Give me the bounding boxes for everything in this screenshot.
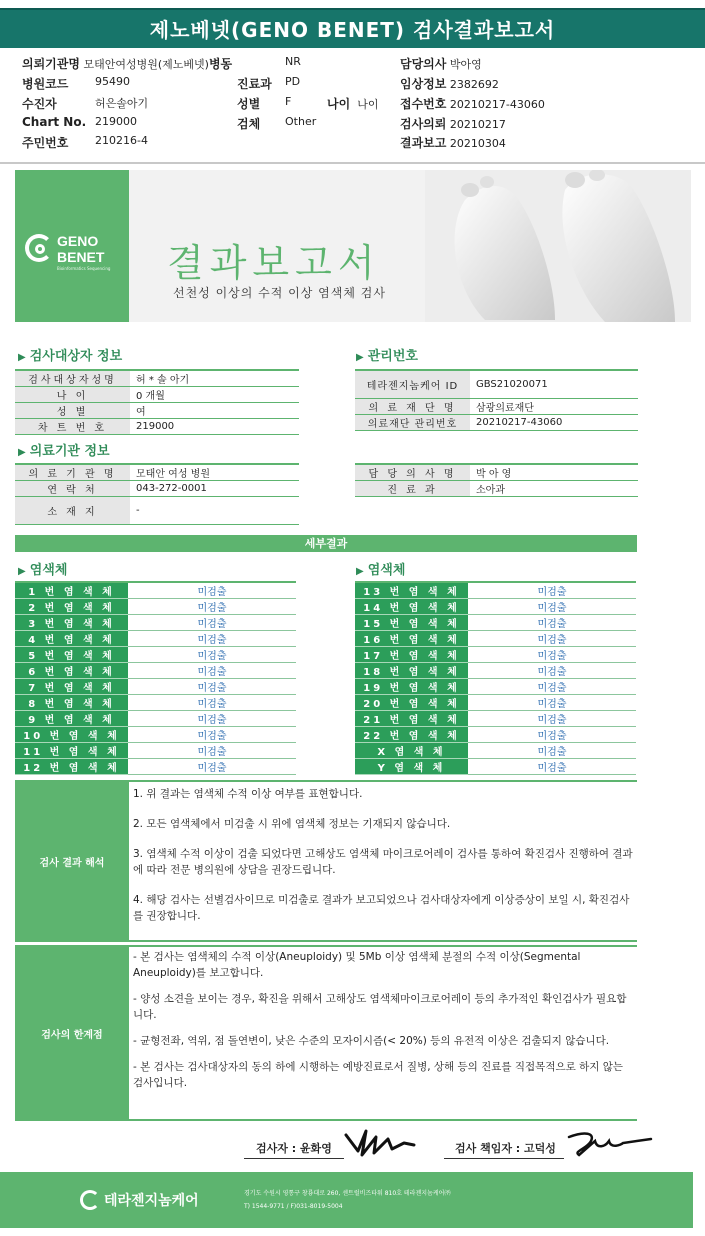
chromosome-row: [355, 615, 636, 631]
logo-text-1: GENO: [57, 233, 99, 249]
row-key: 검사대상자성명: [15, 370, 130, 387]
table-row: [15, 481, 299, 497]
row-value: 043-272-0001: [136, 483, 207, 494]
chromosome-label: 5 번 염 색 체: [15, 647, 128, 663]
chromosome-label: 13 번 염 색 체: [355, 582, 468, 599]
chromosome-row: [15, 711, 296, 727]
limits-item: - 양성 소견을 보이는 경우, 확진을 위해서 고해상도 염색체마이크로어레이 등의 추가적인 확인검사가 필요합니다.: [133, 993, 627, 1021]
medinst-table: [15, 463, 299, 525]
hero-title: 결과보고서: [167, 241, 381, 285]
examinee-value: 허은솔아기: [95, 97, 149, 110]
chromosome-row: [15, 679, 296, 695]
footer-address: [244, 1187, 450, 1213]
chromosome-result: 미검출: [128, 743, 296, 759]
tester-signature-label: 검사자 : 윤화영: [256, 1142, 332, 1155]
chromosome-row: [355, 727, 636, 743]
chromosome-label: 17 번 염 색 체: [355, 647, 468, 663]
chromosome-label: 21 번 염 색 체: [355, 711, 468, 727]
medinst-doctor-table: [355, 463, 638, 497]
row-key: 의료재단 관리번호: [355, 414, 470, 430]
limits-item: - 본 검사는 염색체의 수적 이상(Aneuploidy) 및 5Mb 이상 염색체 분절의 수적 이상(Segmental Aneuploidy)를 보고합니다.: [133, 951, 581, 979]
medinst-section-heading: ▶ 의료기관 정보: [18, 444, 110, 459]
chromosome-result: 미검출: [468, 679, 636, 695]
chromosome-label: 9 번 염 색 체: [15, 711, 128, 727]
clinical-row: 임상정보 2382692: [400, 77, 499, 91]
row-key: 담 당 의 사 명: [355, 464, 470, 481]
chart-value: 219000: [95, 115, 137, 128]
chromosome-label: X 염 색 체: [355, 743, 468, 759]
dept-label: 진료과: [237, 77, 272, 91]
chromosome-label: 16 번 염 색 체: [355, 631, 468, 647]
institution-row: 의뢰기관명 모태안여성병원(제노베넷)병동: [22, 57, 233, 71]
report-title: 제노베넷(GENO BENET) 검사결과보고서: [0, 8, 705, 48]
chromosome-result: 미검출: [128, 615, 296, 631]
row-key: 소 재 지: [15, 497, 130, 525]
row-value: 0 개월: [136, 391, 165, 402]
chrom-right-heading: ▶ 염색체: [356, 563, 406, 578]
table-row: [15, 464, 299, 481]
table-row: [355, 481, 638, 497]
chromosome-result: 미검출: [468, 599, 636, 615]
row-key: 나 이: [15, 387, 130, 403]
footer: [0, 1172, 693, 1228]
chromosome-result: 미검출: [128, 599, 296, 615]
resident-value: 210216-4: [95, 134, 148, 147]
limits-label: 검사의 한계점: [15, 947, 129, 1119]
interpretation-box: [15, 780, 637, 942]
supervisor-underline: [444, 1158, 564, 1159]
chromosome-label: 6 번 염 색 체: [15, 663, 128, 679]
receipt-row: 접수번호 20210217-43060: [400, 97, 545, 111]
row-value: 여: [136, 407, 146, 418]
doctor-row: 담당의사 박아영: [400, 57, 482, 71]
chromosome-row: [355, 711, 636, 727]
chromosome-row: [355, 743, 636, 759]
limits-box: [15, 945, 637, 1121]
row-value: 모태안 여성 병원: [136, 469, 210, 480]
table-row: [15, 497, 299, 525]
tester-signature-mark: [340, 1125, 420, 1161]
row-key: 진 료 과: [355, 481, 470, 497]
sex-label: 성별: [237, 97, 261, 111]
chromosome-label: 3 번 염 색 체: [15, 615, 128, 631]
chromosome-result: 미검출: [468, 727, 636, 743]
table-row: [15, 370, 299, 387]
row-value: -: [136, 505, 140, 516]
row-key: 테라젠지놈케어 ID: [355, 370, 470, 398]
chromosome-result: 미검출: [468, 711, 636, 727]
chrom-left-heading: ▶ 염색체: [18, 563, 68, 578]
chromosome-result: 미검출: [128, 711, 296, 727]
chromosome-label: 4 번 염 색 체: [15, 631, 128, 647]
chromosome-label: 14 번 염 색 체: [355, 599, 468, 615]
chromosome-label: 19 번 염 색 체: [355, 679, 468, 695]
chromosome-result: 미검출: [128, 582, 296, 599]
resident-label: 주민번호: [22, 136, 69, 150]
chart-label: Chart No.: [22, 115, 87, 129]
chromosome-table-left: [15, 581, 296, 775]
row-value: 허 * 솔 아기: [136, 375, 190, 386]
logo-inner-ring: [35, 244, 45, 254]
footer-brand: 테라젠지놈케어: [104, 1193, 199, 1209]
row-value: 박 아 영: [476, 469, 512, 480]
chromosome-result: 미검출: [468, 695, 636, 711]
chromosome-label: 15 번 염 색 체: [355, 615, 468, 631]
chromosome-row: [15, 582, 296, 599]
table-row: [15, 387, 299, 403]
phone-line: T) 1544-9771 / F)031-8019-5004: [244, 1203, 343, 1210]
chromosome-result: 미검출: [468, 582, 636, 599]
row-value: 219000: [136, 421, 175, 432]
interpretation-item: 1. 위 결과는 염색체 수적 이상 여부를 표현합니다.: [133, 788, 363, 800]
table-row: [355, 414, 638, 430]
chromosome-row: [15, 663, 296, 679]
subject-section-heading: ▶ 검사대상자 정보: [18, 349, 123, 364]
chromosome-result: 미검출: [468, 615, 636, 631]
chromosome-result: 미검출: [128, 695, 296, 711]
chromosome-row: [15, 631, 296, 647]
chromosome-row: [355, 582, 636, 599]
chromosome-label: 1 번 염 색 체: [15, 582, 128, 599]
age-row: 나이 나이: [327, 97, 379, 111]
chromosome-result: 미검출: [128, 759, 296, 775]
chromosome-label: 12 번 염 색 체: [15, 759, 128, 775]
subject-table: [15, 369, 299, 435]
row-key: 차 트 번 호: [15, 419, 130, 435]
chromosome-row: [355, 647, 636, 663]
chromosome-row: [355, 679, 636, 695]
limits-text: [133, 949, 633, 1105]
interpretation-label: 검사 결과 해석: [15, 782, 129, 940]
chromosome-result: 미검출: [128, 727, 296, 743]
chromosome-label: 7 번 염 색 체: [15, 679, 128, 695]
specimen-label: 검체: [237, 117, 261, 131]
hospital-code-value: 95490: [95, 75, 130, 88]
hero-banner: [15, 170, 691, 322]
table-row: [15, 403, 299, 419]
supervisor-signature-label: 검사 책임자 : 고덕성: [455, 1142, 556, 1155]
interpretation-item: 2. 모든 염색체에서 미검출 시 위에 염색체 정보는 기재되지 않습니다.: [133, 818, 451, 830]
chromosome-result: 미검출: [128, 647, 296, 663]
dept-value: PD: [285, 75, 301, 88]
report-row: 결과보고 20210304: [400, 136, 506, 150]
header-divider: [0, 162, 705, 164]
table-row: [15, 419, 299, 435]
chromosome-result: 미검출: [468, 647, 636, 663]
chromosome-label: 20 번 염 색 체: [355, 695, 468, 711]
row-key: 의 료 재 단 명: [355, 398, 470, 414]
chromosome-result: 미검출: [468, 631, 636, 647]
chromosome-row: [15, 647, 296, 663]
mgmt-section-heading: ▶ 관리번호: [356, 349, 418, 364]
limits-item: - 본 검사는 검사대상자의 동의 하에 시행하는 예방진료로서 질병, 상해 등의 진료를 직접목적으로 하지 않는 검사입니다.: [133, 1061, 624, 1089]
detail-results-bar: 세부결과: [15, 535, 637, 552]
chromosome-row: [355, 599, 636, 615]
chromosome-result: 미검출: [468, 663, 636, 679]
chromosome-result: 미검출: [468, 759, 636, 775]
tester-underline: [244, 1158, 344, 1159]
chromosome-result: 미검출: [468, 743, 636, 759]
row-key: 성 별: [15, 403, 130, 419]
row-value: 20210217-43060: [476, 416, 563, 428]
chromosome-result: 미검출: [128, 631, 296, 647]
chromosome-result: 미검출: [128, 663, 296, 679]
chromosome-result: 미검출: [128, 679, 296, 695]
chromosome-label: 18 번 염 색 체: [355, 663, 468, 679]
logo-text-3: Bioinformatics Sequencing: [57, 266, 111, 271]
chromosome-row: [15, 615, 296, 631]
hospital-code-label: 병원코드: [22, 77, 69, 91]
chromosome-label: 22 번 염 색 체: [355, 727, 468, 743]
specimen-value: Other: [285, 115, 317, 128]
interpretation-item: 4. 해당 검사는 선별검사이므로 미검출로 결과가 보고되었으나 검사대상자에게 이상증상이 보일 시, 확진검사를 권장합니다.: [133, 894, 630, 922]
row-value: 소아과: [476, 485, 505, 496]
hero-subtitle: 선천성 이상의 수적 이상 염색체 검사: [173, 286, 386, 300]
examinee-label: 수진자: [22, 97, 57, 111]
chromosome-label: 2 번 염 색 체: [15, 599, 128, 615]
terragen-logo-icon: [80, 1190, 100, 1210]
interpretation-item: 3. 염색체 수적 이상이 검출 되었다면 고해상도 염색체 마이크로어레이 검사를 통하여 확진검사 진행하여 결과에 따라 전문 병의원에 상담을 권장드립니다.: [133, 848, 633, 876]
table-row: [355, 464, 638, 481]
chromosome-row: [15, 743, 296, 759]
interpretation-text: [133, 786, 633, 938]
baby-feet-image: [425, 170, 691, 322]
chromosome-row: [355, 695, 636, 711]
chromosome-row: [15, 695, 296, 711]
table-row: [355, 398, 638, 414]
chromosome-label: 11 번 염 색 체: [15, 743, 128, 759]
chromosome-label: Y 염 색 체: [355, 759, 468, 775]
chromosome-row: [355, 631, 636, 647]
row-value: GBS21020071: [476, 378, 548, 390]
chromosome-row: [15, 727, 296, 743]
mgmt-table: [355, 369, 638, 431]
chromosome-row: [15, 759, 296, 775]
row-value: 삼광의료재단: [476, 402, 534, 414]
ward-value: NR: [285, 55, 301, 68]
chromosome-row: [15, 599, 296, 615]
row-key: 의 료 기 관 명: [15, 464, 130, 481]
sex-value: F: [285, 95, 292, 108]
address-line: 경기도 수원시 영통구 창룡대로 260, 센트럴비즈타워 810호 테라젠지놈케어㈜: [244, 1190, 451, 1197]
limits-item: - 균형전좌, 역위, 점 돌연변이, 낮은 수준의 모자이시즘(< 20%) 등의 유전적 이상은 검출되지 않습니다.: [133, 1035, 610, 1047]
chromosome-table-right: [355, 581, 636, 775]
chromosome-label: 10 번 염 색 체: [15, 727, 128, 743]
logo-panel: [15, 170, 129, 322]
chromosome-row: [355, 759, 636, 775]
table-row: [355, 370, 638, 398]
chromosome-label: 8 번 염 색 체: [15, 695, 128, 711]
chromosome-row: [355, 663, 636, 679]
request-row: 검사의뢰 20210217: [400, 117, 506, 131]
supervisor-signature-mark: [565, 1125, 657, 1161]
logo-text-2: BENET: [57, 249, 105, 265]
row-key: 연 락 처: [15, 481, 130, 497]
